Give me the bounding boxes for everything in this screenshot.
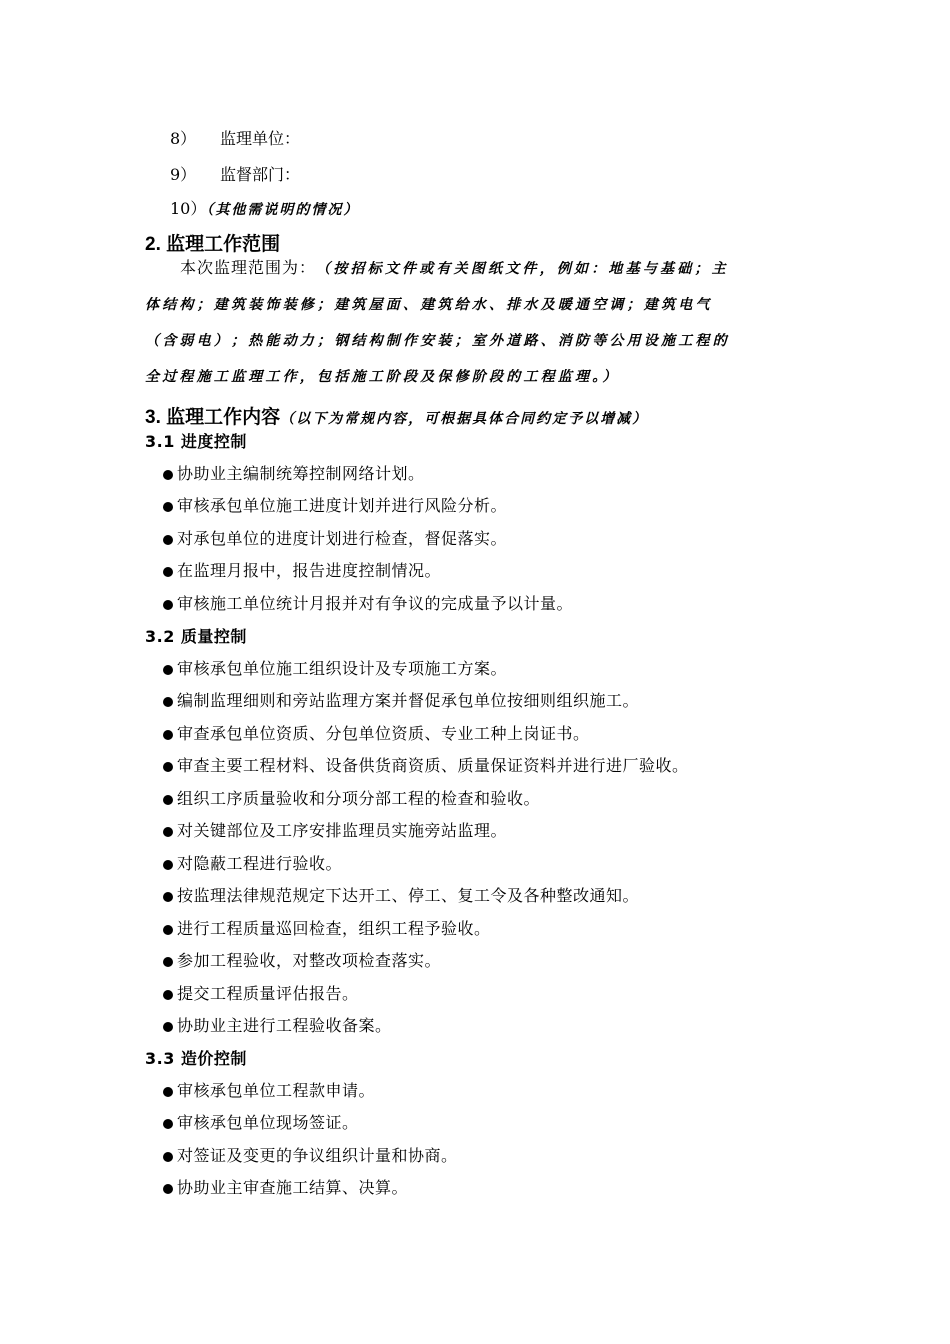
bullet-icon bbox=[163, 697, 173, 707]
list-item: 审核施工单位统计月报并对有争议的完成量予以计量。 bbox=[163, 591, 573, 614]
list-item: 审核承包单位工程款申请。 bbox=[163, 1078, 375, 1101]
list-item: 对承包单位的进度计划进行检查，督促落实。 bbox=[163, 526, 507, 549]
list-item: 按监理法律规范规定下达开工、停工、复工令及各种整改通知。 bbox=[163, 883, 639, 906]
bullet-icon bbox=[163, 1022, 173, 1032]
list-item: 协助业主编制统筹控制网络计划。 bbox=[163, 461, 425, 484]
list-item: 提交工程质量评估报告。 bbox=[163, 981, 359, 1004]
numbered-item: 10）（其他需说明的情况） bbox=[170, 199, 360, 218]
bullet-icon bbox=[163, 860, 173, 870]
list-item: 在监理月报中，报告进度控制情况。 bbox=[163, 558, 441, 581]
bullet-icon bbox=[163, 1087, 173, 1097]
bullet-icon bbox=[163, 827, 173, 837]
list-item: 进行工程质量巡回检查，组织工程予验收。 bbox=[163, 916, 491, 939]
bullet-icon bbox=[163, 502, 173, 512]
section-note: （以下为常规内容，可根据具体合同约定予以增减） bbox=[280, 411, 649, 427]
bullet-icon bbox=[163, 567, 173, 577]
numbered-item: 8） 监理单位： bbox=[170, 129, 301, 148]
list-item: 审查承包单位资质、分包单位资质、专业工种上岗证书。 bbox=[163, 721, 590, 744]
bullet-icon bbox=[163, 990, 173, 1000]
subsection-title: 3.3 造价控制 bbox=[145, 1049, 247, 1068]
bullet-icon bbox=[163, 1152, 173, 1162]
bullet-icon bbox=[163, 535, 173, 545]
bullet-icon bbox=[163, 1184, 173, 1194]
bullet-icon bbox=[163, 957, 173, 967]
list-item: 协助业主进行工程验收备案。 bbox=[163, 1013, 392, 1036]
list-item: 对关键部位及工序安排监理员实施旁站监理。 bbox=[163, 818, 507, 841]
list-item: 审查主要工程材料、设备供货商资质、质量保证资料并进行进厂验收。 bbox=[163, 753, 689, 776]
list-item: 对签证及变更的争议组织计量和协商。 bbox=[163, 1143, 458, 1166]
numbered-item: 9） 监督部门： bbox=[170, 165, 301, 184]
bullet-icon bbox=[163, 795, 173, 805]
subsection-title: 3.2 质量控制 bbox=[145, 627, 247, 646]
list-item: 审核承包单位施工进度计划并进行风险分析。 bbox=[163, 493, 507, 516]
list-item: 审核承包单位现场签证。 bbox=[163, 1110, 359, 1133]
subsection-title: 3.1 进度控制 bbox=[145, 432, 247, 451]
bullet-icon bbox=[163, 730, 173, 740]
scope-lead: 本次监理范围为： bbox=[180, 258, 317, 277]
list-item: 审核承包单位施工组织设计及专项施工方案。 bbox=[163, 656, 507, 679]
list-item: 参加工程验收，对整改项检查落实。 bbox=[163, 948, 441, 971]
numbered-item-text: （其他需说明的情况） bbox=[206, 202, 360, 218]
bullet-icon bbox=[163, 665, 173, 675]
bullet-icon bbox=[163, 925, 173, 935]
bullet-icon bbox=[163, 1119, 173, 1129]
list-item: 对隐蔽工程进行验收。 bbox=[163, 851, 342, 874]
section-heading-row bbox=[145, 402, 648, 429]
bullet-icon bbox=[163, 762, 173, 772]
bullet-icon bbox=[163, 892, 173, 902]
scope-paragraph: 本次监理范围为：（按招标文件或有关图纸文件，例如：地基与基础；主 体结构；建筑装饰装修；建筑屋面、建筑给水、排水及暖通空调；建筑电气 （含弱电）；热能动力；钢结构制作安装；室外道路、消防等公用设施工程的 全过程施工监理工作，包括施工阶段及保修阶段的工程监理。） bbox=[145, 258, 730, 385]
list-item: 协助业主审查施工结算、决算。 bbox=[163, 1175, 408, 1198]
section-heading: 3. 监理工作内容 bbox=[145, 407, 281, 428]
numbered-item-text: 监督部门： bbox=[220, 165, 301, 184]
list-item: 组织工序质量验收和分项分部工程的检查和验收。 bbox=[163, 786, 540, 809]
bullet-icon bbox=[163, 600, 173, 610]
list-item: 编制监理细则和旁站监理方案并督促承包单位按细则组织施工。 bbox=[163, 688, 639, 711]
bullet-icon bbox=[163, 470, 173, 480]
numbered-item-text: 监理单位： bbox=[220, 129, 301, 148]
section-heading: 2. 监理工作范围 bbox=[145, 234, 281, 255]
